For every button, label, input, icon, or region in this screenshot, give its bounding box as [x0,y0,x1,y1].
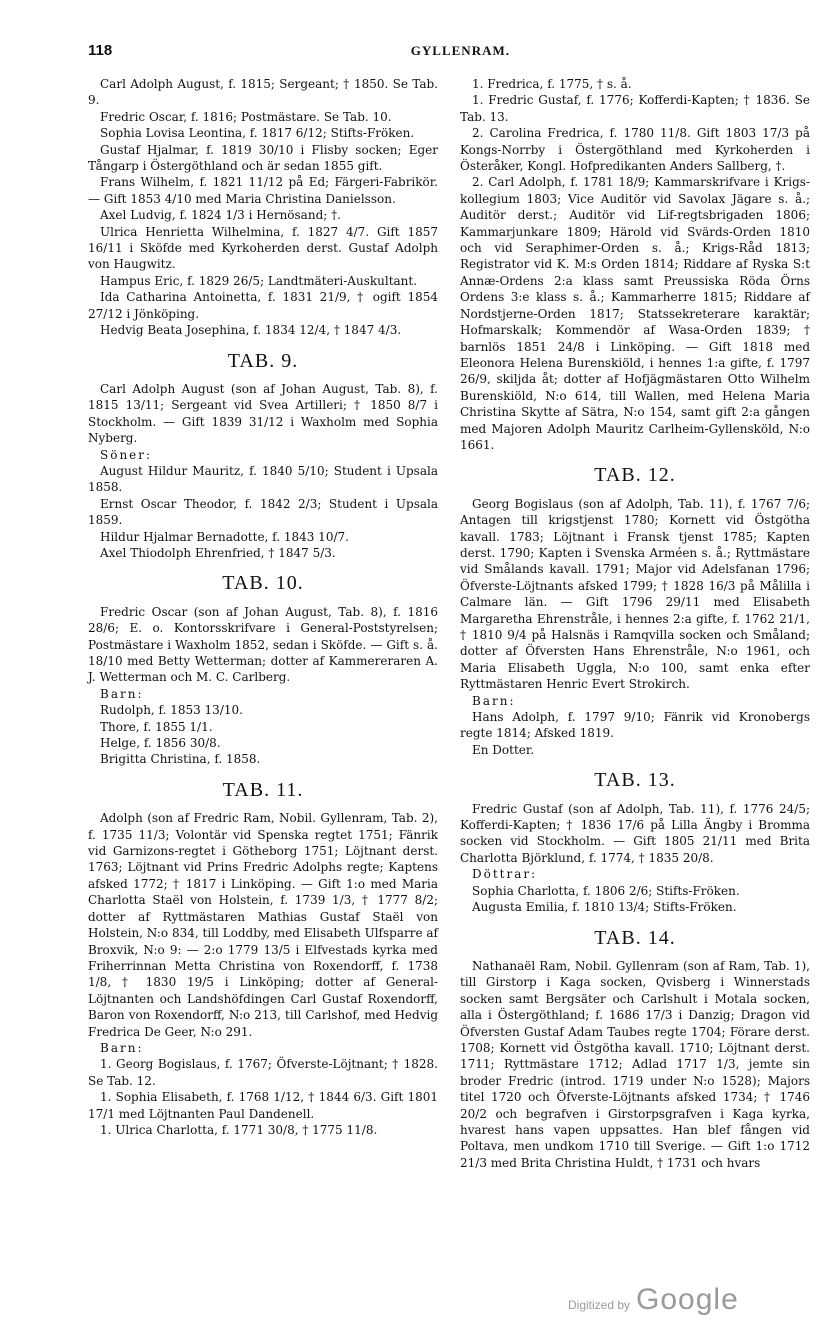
list-item: Brigitta Christina, f. 1858. [100,752,261,767]
right-column [460,76,810,1171]
google-logo: Google [636,1283,739,1316]
list-item: 1. Fredrica, f. 1775, † s. å. [472,77,632,91]
tab-14-heading: TAB. 14. [594,926,676,949]
tab-11-heading: TAB. 11. [222,778,304,801]
tab-14-body: Nathanaël Ram, Nobil. Gyllenram (son af Ram, Tab. 1), till Girstorp i Kaga socken, Qvisberg i Winnerstads socken samt Bergsäter och Carlshult i Motala socken, alla i Östergöthland; f. 1686 17/3 i Danzig; Dragon vid Öfversten Gustaf Adam Taubes regte 1704; Förare derst. 1708; Kornett vid Östgötha kavall. 1710; Löjtnant derst. 1711; Ryttmästare 1712; Adlad 1717 1/3, jemte sin broder Fredric (introd. 1719 under N:o 1528); Majors titel 1720 och Öfverste-Löjtnants afsked 1734; † 1746 20/2 och begrafven i Girstorpsgrafven i Kaga kyrka, hvarest hans vapen uppsattes. Han blef fången vid Poltava, men undkom 1710 till Sverige. — Gift 1:o 1712 21/3 med Brita Christina Huldt, † 1731 och hvars [460,958,810,1170]
list-item: Sophia Charlotta, f. 1806 2/6; Stifts-Fröken. [472,883,740,898]
running-head: GYLLENRAM. [410,43,510,58]
tab-12-body: Georg Bogislaus (son af Adolph, Tab. 11), f. 1767 7/6; Antagen till krigstjenst 1780; Kornett vid Östgötha kavall. 1783; Löjtnant i Fransk tjenst 1785; Kapten derst. 1790; Kapten i Svenska Arméen s. å.; Ryttmästare vid Smålands kavall. 1791; Major vid Adelsfanan 1796; Öfverste-Löjtnants afsked 1799; † 1828 16/3 på Målilla i Calmare län. — Gift 1796 29/11 med Elisabeth Margaretha Ehrenstråle, i hennes 2:a gifte, f. 1762 21/1, † 1810 9/4 på Halsnäs i Ramqvilla socken och Småland; dotter af Öfversten Hans Ehrenstråle, N:o 1961, och Maria Elisabeth Uggla, N:o 100, samt enka efter Ryttmästaren Henric Evert Strokirch. [460,496,810,692]
tab-9-children-head: Söner: [100,447,153,462]
list-item: Axel Ludvig, f. 1824 1/3 i Hernösand; †. [100,208,341,223]
list-item: 1. Fredric Gustaf, f. 1776; Kofferdi-Kapten; † 1836. Se Tab. 13. [460,93,810,124]
list-item: Ida Catharina Antoinetta, f. 1831 21/9, † ogift 1854 27/12 i Jönköping. [88,290,438,321]
list-item: Gustaf Hjalmar, f. 1819 30/10 i Flisby socken; Eger Tångarp i Östergöthland och är sedan 1855 gift. [88,142,438,174]
page-header [88,42,810,66]
list-item: 2. Carl Adolph, f. 1781 18/9; Kammarskrifvare i Krigs-kollegium 1803; Vice Auditör vid Savolax Jägare s. å.; Auditör derst.; Auditör vid Lif-regtsbrigaden 1806; Kammarjunkare 1809; Härold vid Svärds-Orden 1810 och vid Seraphimer-Orden s. å.; Krigs-Råd 1813; Registrator vid K. M:s Orden 1814; Riddare af Ryska S:t Annæ-Ordens 2:a klass samt Preussiska Röda Örns Ordens 3:e klass s. å.; Kammarherre 1815; Riddare af Nordstjerne-Orden 1817; Statssekreterare karaktär; Hofmarskalk; Kommendör af Wasa-Orden 1839; † barnlös 1851 24/8 i Linköping. — Gift 1818 med Eleonora Helena Burenskiöld, i hennes 1:a gifte, f. 1797 26/9, skiljda åt; dotter af Hofjägmästaren Otto Wilhelm Burenskiöld, N:o 614, till Wallen, med Helena Maria Christina Skytte af Sätra, N:o 154, samt gift 2:a gången med Majoren Adolph Mauritz Carlheim-Gyllensköld, N:o 1661. [460,175,810,452]
list-item: Axel Thiodolph Ehrenfried, † 1847 5/3. [100,545,336,560]
tab-10-section [88,572,438,767]
tab-10-children-head: Barn: [100,686,144,701]
list-item: Hedvig Beata Josephina, f. 1834 12/4, † 1847 4/3. [100,323,402,338]
list-item: 1. Ulrica Charlotta, f. 1771 30/8, † 1775 11/8. [100,1122,378,1137]
list-item: Rudolph, f. 1853 13/10. [100,703,243,718]
tab-11-body: Adolph (son af Fredric Ram, Nobil. Gyllenram, Tab. 2), f. 1735 11/3; Volontär vid Spenska regtet 1751; Fänrik vid Garnizons-regtet i Götheborg 1751; Löjtnant derst. 1763; Löjtnant vid Prins Fredric Adolphs regte; Kaptens afsked 1772; † 1817 i Linköping. — Gift 1:o med Maria Charlotta Staël von Holstein, f. 1739 1/3, † 1777 8/2; dotter af Ryttmästaren Mathias Gustaf Staël von Holstein, N:o 834, till Loddby, med Elisabeth Ulfsparre af Broxvik, N:o 9: — 2:o 1779 13/5 i Elfvestads kyrka med Friherrinnan Metta Christina von Roxendorff, f. 1738 1/8, † 1830 19/5 i Linköping; dotter af General-Löjtnanten och Landshöfdingen Carl Gustaf Roxendorff, Baron von Roxendorff, N:o 213, till Carlshof, med Hedvig Fredrica De Geer, N:o 291. [88,811,438,1039]
list-item: Ernst Oscar Theodor, f. 1842 2/3; Student i Upsala 1859. [88,496,438,528]
right-top-entries [460,76,810,453]
tab-13-body: Fredric Gustaf (son af Adolph, Tab. 11), f. 1776 24/5; Kofferdi-Kapten; † 1836 17/6 på Lilla Ängby i Bromma socken vid Stockholm. — Gift 1805 21/11 med Brita Charlotta Björklund, f. 1774, † 1835 20/8. [460,801,810,865]
list-item: Frans Wilhelm, f. 1821 11/12 på Ed; Färgeri-Fabrikör. — Gift 1853 4/10 med Maria Christina Danielsson. [88,175,438,206]
tab-10-heading: TAB. 10. [222,572,304,595]
list-item: 1. Georg Bogislaus, f. 1767; Öfverste-Löjtnant; † 1828. Se Tab. 12. [88,1057,438,1088]
tab-11-children-head: Barn: [100,1040,144,1055]
tab-9-section [88,349,438,562]
tab-13-section [460,769,810,915]
tab-12-children-head: Barn: [472,693,516,708]
tab-12-heading: TAB. 12. [594,464,676,487]
left-top-entries [88,76,438,339]
list-item: En Dotter. [472,742,535,757]
list-item: 2. Carolina Fredrica, f. 1780 11/8. Gift 1803 17/3 på Kongs-Norrby i Östergöthland med Kyrkoherden i Österåker, Kongl. Hofpredikanten Anders Sallberg, †. [460,126,810,174]
list-item: Hildur Hjalmar Bernadotte, f. 1843 10/7. [100,529,349,544]
tab-14-section [460,926,810,1172]
list-item: Carl Adolph August, f. 1815; Sergeant; † 1850. Se Tab. 9. [88,77,438,108]
page-number: 118 [88,42,113,59]
list-item: Sophia Lovisa Leontina, f. 1817 6/12; Stifts-Fröken. [100,126,415,141]
tab-13-children-head: Döttrar: [472,867,538,882]
list-item: 1. Sophia Elisabeth, f. 1768 1/12, † 1844 6/3. Gift 1801 17/1 med Löjtnanten Paul Dandenell. [88,1090,438,1121]
text-columns [88,76,810,1171]
list-item: Augusta Emilia, f. 1810 13/4; Stifts-Fröken. [472,900,737,915]
tab-12-section [460,464,810,758]
tab-11-section [88,778,438,1139]
tab-9-heading: TAB. 9. [227,349,299,372]
digitized-watermark [568,1283,739,1317]
list-item: Hans Adolph, f. 1797 9/10; Fänrik vid Kronobergs regte 1814; Afsked 1819. [460,710,810,741]
tab-13-heading: TAB. 13. [594,769,676,792]
list-item: Fredric Oscar, f. 1816; Postmästare. Se Tab. 10. [100,109,392,124]
watermark-text: Digitized by [568,1298,631,1312]
list-item: Helge, f. 1856 30/8. [100,736,221,751]
left-column [88,76,438,1171]
tab-9-body: Carl Adolph August (son af Johan August, Tab. 8), f. 1815 13/11; Sergeant vid Svea Artilleri; † 1850 8/7 i Stockholm. — Gift 1839 31/12 i Waxholm med Sophia Nyberg. [88,381,438,446]
list-item: Hampus Eric, f. 1829 26/5; Landtmäteri-Auskultant. [100,273,418,288]
list-item: August Hildur Mauritz, f. 1840 5/10; Student i Upsala 1858. [88,463,438,495]
tab-10-body: Fredric Oscar (son af Johan August, Tab. 8), f. 1816 28/6; E. o. Kontorsskrifvare i General-Poststyrelsen; Postmästare i Waxholm 1852, sedan i Sköfde. — Gift s. å. 18/10 med Betty Wetterman; dotter af Kammereraren A. J. Wetterman och M. C. Carlberg. [88,604,438,685]
list-item: Thore, f. 1855 1/1. [100,719,213,734]
list-item: Ulrica Henrietta Wilhelmina, f. 1827 4/7. Gift 1857 16/11 i Sköfde med Kyrkoherden derst. Gustaf Adolph von Haugwitz. [88,224,438,272]
